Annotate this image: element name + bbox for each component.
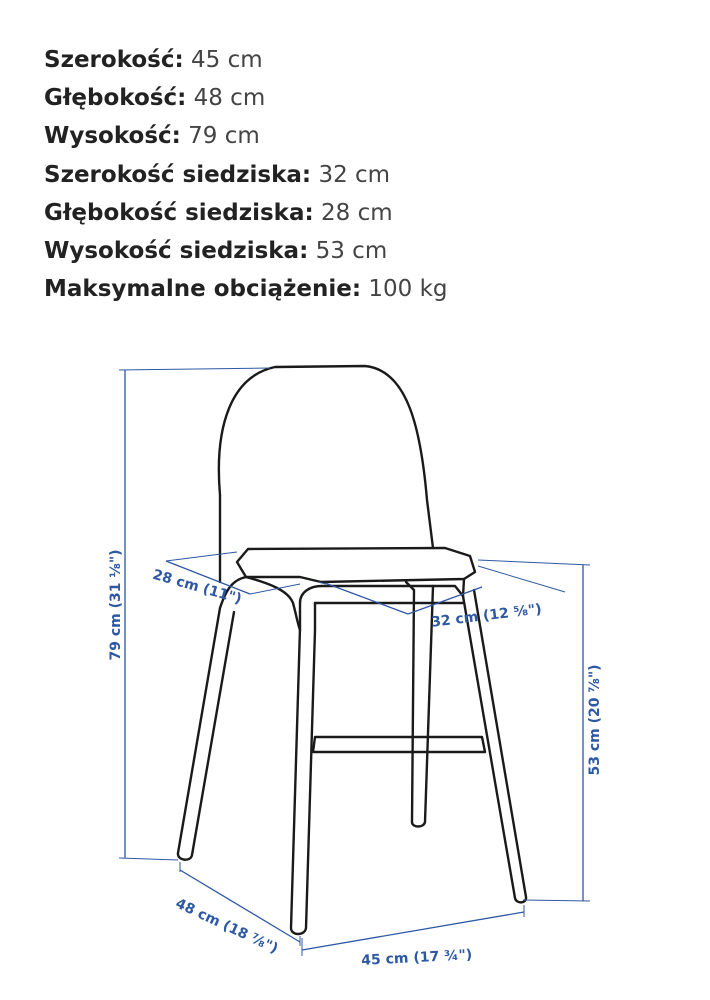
seat-height-extension-bottom — [523, 900, 590, 901]
spec-height: Wysokość: 79 cm — [44, 123, 260, 150]
chair-front-leg-left — [291, 603, 315, 934]
width-label: 45 cm (17 ¾") — [360, 947, 473, 969]
seat-width-label: 32 cm (12 ⅝") — [430, 601, 543, 631]
seat-depth-extension-back — [250, 584, 300, 594]
chair-illustration — [178, 366, 526, 934]
seat-height-extension-top — [478, 560, 590, 565]
chair-front-frame — [300, 586, 463, 603]
dimension-lines — [119, 368, 590, 956]
height-extension-bottom — [119, 858, 178, 860]
spec-depth: Głębokość: 48 cm — [44, 85, 266, 112]
height-extension-top — [119, 368, 270, 370]
total-height-label: 79 cm (31 ⅛") — [108, 549, 124, 661]
seat-width-extension-right — [478, 566, 565, 592]
spec-seat-height: Wysokość siedziska: 53 cm — [44, 238, 388, 265]
seat-height-label: 53 cm (20 ⅞") — [587, 664, 603, 776]
chair-seat-top — [237, 548, 475, 582]
spec-seat-depth: Głębokość siedziska: 28 cm — [44, 199, 393, 226]
spec-width: Szerokość: 45 cm — [44, 47, 263, 73]
chair-seat-underside — [246, 577, 300, 630]
chair-back-leg-right — [406, 582, 433, 827]
seat-depth-label: 28 cm (11") — [150, 566, 244, 608]
width-dimension-line — [302, 912, 524, 950]
chair-footrest — [313, 737, 485, 752]
depth-label: 48 cm (18 ⅞") — [172, 895, 281, 958]
chair-back-leg-left — [178, 577, 246, 860]
seat-width-dimension-line — [325, 583, 408, 614]
spec-max-load: Maksymalne obciążenie: 100 kg — [44, 276, 448, 303]
spec-seat-width: Szerokość siedziska: 32 cm — [44, 161, 391, 188]
chair-front-leg-right — [463, 579, 526, 902]
seat-depth-extension-front — [166, 552, 237, 561]
